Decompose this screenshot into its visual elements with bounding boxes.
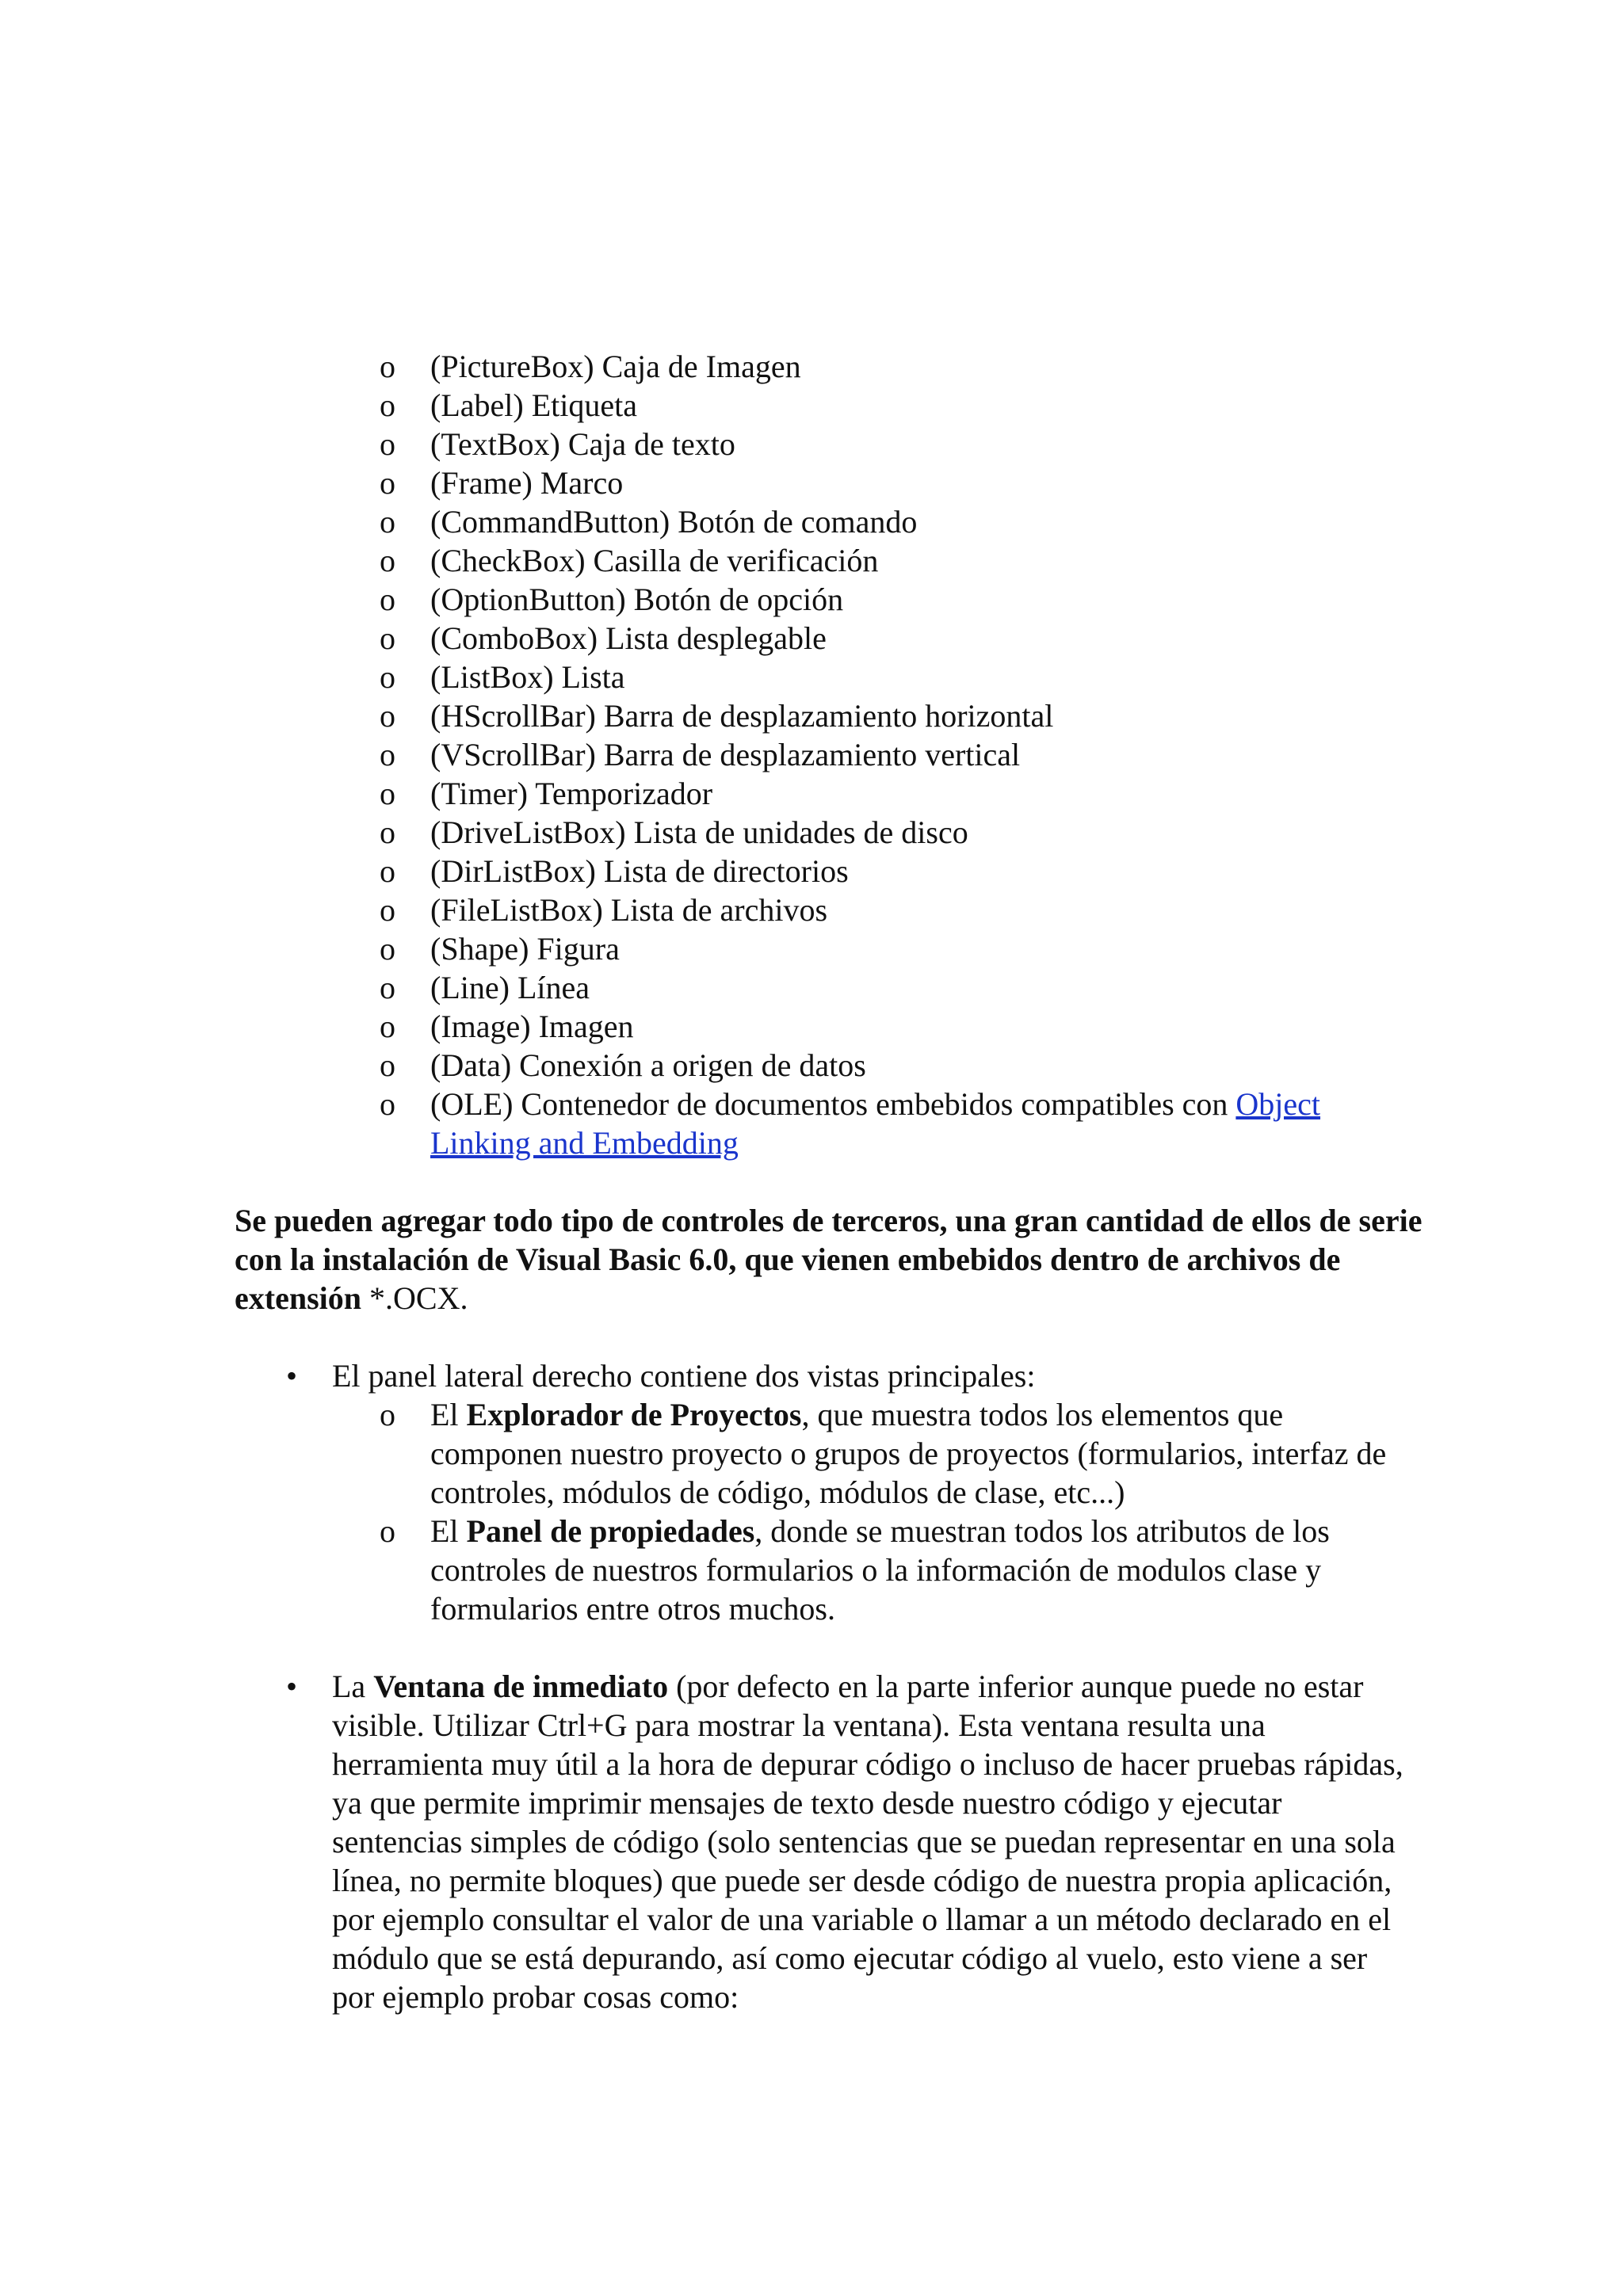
- third-party-bold-text: Se pueden agregar todo tipo de controles de terceros, una gran cantidad de ellos de serie con la instalación de Visual Basic 6.0, que vienen embebidos dentro de archivos de extensión: [235, 1203, 1423, 1316]
- list-marker: o: [380, 1397, 395, 1432]
- list-item-text: (DriveListBox) Lista de unidades de disco: [430, 814, 968, 850]
- list-marker: o: [380, 504, 395, 540]
- side-panel-intro: El panel lateral derecho contiene dos vistas principales:: [332, 1358, 1036, 1394]
- list-item: [380, 968, 1381, 1007]
- item-prefix: El: [430, 1397, 467, 1432]
- list-marker: o: [380, 892, 395, 928]
- list-item: [380, 696, 1381, 735]
- bullet-marker: •: [286, 1669, 298, 1704]
- list-item: [380, 347, 1381, 386]
- list-marker: o: [380, 620, 395, 656]
- list-item-text: (Frame) Marco: [430, 465, 624, 501]
- list-item-text: (OLE) Contenedor de documentos embebidos compatibles con: [430, 1086, 1236, 1122]
- list-item: [380, 425, 1381, 463]
- list-item: [380, 891, 1381, 929]
- list-marker: o: [380, 853, 395, 889]
- list-marker: o: [380, 970, 395, 1005]
- list-item-text: (Data) Conexión a origen de datos: [430, 1047, 866, 1083]
- list-marker: o: [380, 387, 395, 423]
- list-item-text: (DirListBox) Lista de directorios: [430, 853, 849, 889]
- list-marker: o: [380, 426, 395, 462]
- list-item: [380, 502, 1381, 541]
- list-item-text: (Image) Imagen: [430, 1009, 634, 1044]
- list-item: [380, 580, 1381, 619]
- controls-list: [380, 347, 1381, 1162]
- list-marker: o: [380, 349, 395, 384]
- list-marker: o: [380, 1047, 395, 1083]
- list-item-text: (HScrollBar) Barra de desplazamiento horizontal: [430, 698, 1054, 734]
- list-marker: o: [380, 776, 395, 811]
- list-item: [380, 541, 1381, 580]
- list-item: [380, 386, 1381, 425]
- list-marker: o: [380, 543, 395, 578]
- list-item: [380, 813, 1381, 852]
- list-item-text: (OptionButton) Botón de opción: [430, 582, 844, 617]
- list-item: [380, 1512, 1405, 1628]
- list-item: [380, 619, 1381, 658]
- list-marker: o: [380, 582, 395, 617]
- list-item: [380, 774, 1381, 813]
- third-party-paragraph: [235, 1201, 1423, 1318]
- list-marker: o: [380, 814, 395, 850]
- side-panel-bullet: [286, 1356, 1394, 1395]
- list-item-text: (CheckBox) Casilla de verificación: [430, 543, 879, 578]
- list-item: [380, 658, 1381, 696]
- list-item-text: (Label) Etiqueta: [430, 387, 637, 423]
- list-item: [380, 852, 1381, 891]
- list-item-text: (PictureBox) Caja de Imagen: [430, 349, 801, 384]
- item-prefix: El: [430, 1513, 467, 1549]
- list-item-text: (CommandButton) Botón de comando: [430, 504, 918, 540]
- list-item-text: (FileListBox) Lista de archivos: [430, 892, 828, 928]
- list-marker: o: [380, 698, 395, 734]
- list-item-text: (TextBox) Caja de texto: [430, 426, 735, 462]
- list-marker: o: [380, 465, 395, 501]
- list-item-ole: [380, 1085, 1381, 1162]
- list-marker: o: [380, 737, 395, 772]
- item-description: , que muestra todos los elementos que componen nuestro proyecto o grupos de proyectos (formularios, interfaz de controles, módulos de código, módulos de clase, etc...): [430, 1397, 1387, 1510]
- list-item-text: (Line) Línea: [430, 970, 590, 1005]
- list-item: [380, 463, 1381, 502]
- list-marker: o: [380, 1513, 395, 1549]
- third-party-extension-text: *.OCX.: [361, 1280, 468, 1316]
- immediate-description: (por defecto en la parte inferior aunque puede no estar visible. Utilizar Ctrl+G para mostrar la ventana). Esta ventana resulta una herramienta muy útil a la hora de depurar código o incluso de hacer pruebas rápidas, ya que permite imprimir mensajes de texto desde nuestro código y ejecutar sentencias simples de código (solo sentencias que se puedan representar en una sola línea, no permite bloques) que puede ser desde código de nuestra propia aplicación, por ejemplo consultar el valor de una variable o llamar a un método declarado en el módulo que se está depurando, así como ejecutar código al vuelo, esto viene a ser por ejemplo probar cosas como:: [332, 1669, 1403, 2015]
- list-item: [380, 1046, 1381, 1085]
- list-item: [380, 1007, 1381, 1046]
- bullet-marker: •: [286, 1358, 298, 1394]
- item-description: , donde se muestran todos los atributos de los controles de nuestros formularios o la información de modulos clase y formularios entre otros muchos.: [430, 1513, 1330, 1627]
- list-item-text: (ComboBox) Lista desplegable: [430, 620, 827, 656]
- list-item: [380, 1395, 1405, 1512]
- side-panel-views-list: [380, 1395, 1405, 1628]
- list-marker: o: [380, 1009, 395, 1044]
- list-marker: o: [380, 659, 395, 695]
- list-item: [380, 735, 1381, 774]
- ole-link[interactable]: Object Linking and Embedding: [430, 1086, 1321, 1161]
- project-explorer-term: Explorador de Proyectos: [466, 1397, 802, 1432]
- list-marker: o: [380, 931, 395, 967]
- list-item-text: (Timer) Temporizador: [430, 776, 713, 811]
- item-prefix: La: [332, 1669, 374, 1704]
- list-item-text: (VScrollBar) Barra de desplazamiento vertical: [430, 737, 1021, 772]
- list-item: [380, 929, 1381, 968]
- list-item-text: (ListBox) Lista: [430, 659, 625, 695]
- properties-panel-term: Panel de propiedades: [466, 1513, 755, 1549]
- immediate-window-term: Ventana de inmediato: [373, 1669, 669, 1704]
- list-item-text: (Shape) Figura: [430, 931, 620, 967]
- list-marker: o: [380, 1086, 395, 1122]
- immediate-window-bullet: [286, 1667, 1410, 2016]
